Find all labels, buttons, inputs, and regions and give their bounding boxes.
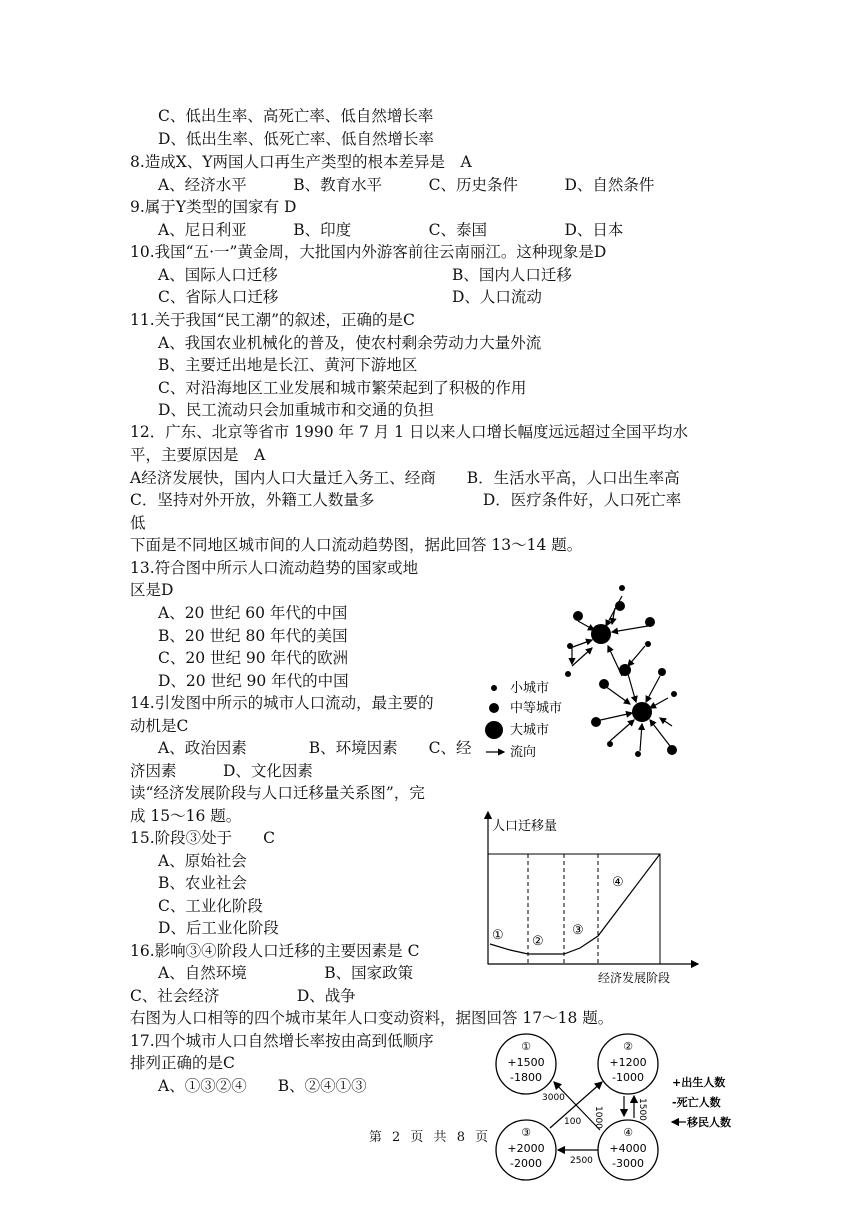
- q17-stem-cont: 排列正确的是C: [130, 1054, 235, 1072]
- legend-small-city: 小城市: [510, 681, 550, 696]
- q10-option-d: D、人口流动: [452, 288, 542, 306]
- q14-options: A、政治因素 B、环境因素 C、经: [158, 739, 472, 757]
- legend-flow: 流向: [510, 745, 537, 760]
- q15-stem: 15.阶段③处于 C: [130, 829, 276, 847]
- city-2-id: ②: [623, 1040, 633, 1053]
- legend-migrants: 移民人数: [687, 1116, 731, 1129]
- q10-option-c: C、省际人口迁移: [158, 288, 279, 306]
- q13-stem: 13.符合图中所示人口流动趋势的国家或地: [130, 559, 419, 577]
- legend-deaths: -死亡人数: [672, 1096, 721, 1109]
- q7-option-d: D、低出生率、低死亡率、低自然增长率: [158, 130, 434, 148]
- q13-option-c: C、20 世纪 90 年代的欧洲: [158, 649, 349, 667]
- stage-4-label: ④: [612, 875, 624, 890]
- q13-option-b: B、20 世纪 80 年代的美国: [158, 627, 348, 645]
- q10-option-a: A、国际人口迁移: [158, 266, 278, 284]
- city-1-births: +1500: [507, 1056, 545, 1069]
- q15-option-c: C、工业化阶段: [158, 897, 263, 915]
- flow-2500: 2500: [570, 1156, 593, 1166]
- flow-1000: 1000: [593, 1106, 603, 1129]
- q15-option-a: A、原始社会: [158, 852, 247, 870]
- q17-stem: 17.四个城市人口自然增长率按由高到低顺序: [130, 1032, 434, 1050]
- q9-stem: 9.属于Y类型的国家有 D: [130, 198, 297, 216]
- city-3-id: ③: [521, 1126, 531, 1139]
- intro-15-16-cont: 成 15～16 题。: [130, 807, 242, 825]
- flow-legend: [485, 681, 562, 760]
- q12-stem: 12．广东、北京等省市 1990 年 7 月 1 日以来人口增长幅度远远超过全国平均水: [130, 423, 688, 441]
- city-3-births: +2000: [507, 1142, 545, 1155]
- intro-17-18: 右图为人口相等的四个城市某年人口变动资料，据图回答 17～18 题。: [130, 1009, 614, 1027]
- q16-options-ab: A、自然环境 B、国家政策: [158, 964, 414, 982]
- city-1-id: ①: [521, 1040, 531, 1053]
- flow-3000: 3000: [542, 1093, 565, 1103]
- q12-options-cont: 低: [130, 514, 146, 532]
- q15-option-b: B、农业社会: [158, 874, 247, 892]
- chart-ylabel: 人口迁移量: [492, 819, 558, 834]
- q7-option-c: C、低出生率、高死亡率、低自然增长率: [158, 107, 434, 125]
- city-3-deaths: -2000: [510, 1157, 542, 1170]
- city-1-deaths: -1800: [510, 1071, 542, 1084]
- city-4-births: +4000: [609, 1142, 647, 1155]
- q17-options: A、①③②④ B、②④①③: [158, 1077, 367, 1095]
- stage-3-label: ③: [572, 923, 584, 938]
- city-4-deaths: -3000: [612, 1157, 644, 1170]
- intro-13-14: 下面是不同地区城市间的人口流动趋势图，据此回答 13～14 题。: [130, 536, 583, 554]
- legend-medium-city: 中等城市: [510, 701, 563, 716]
- q11-stem: 11.关于我国“民工潮”的叙述，正确的是C: [130, 311, 415, 329]
- page-footer: 第 2 页 共 8 页: [368, 1130, 492, 1145]
- stage-2-label: ②: [532, 934, 544, 949]
- intro-15-16: 读“经济发展阶段与人口迁移量关系图”，完: [130, 784, 425, 802]
- q13-option-d: D、20 世纪 90 年代的中国: [158, 672, 349, 690]
- q9-options: A、尼日利亚 B、印度 C、泰国 D、日本: [158, 221, 624, 239]
- q11-option-b: B、主要迁出地是长江、黄河下游地区: [158, 356, 418, 374]
- city-population-diagram: [490, 1030, 740, 1182]
- q11-option-d: D、民工流动只会加重城市和交通的负担: [158, 401, 434, 419]
- city-4-id: ④: [623, 1126, 633, 1139]
- q11-option-c: C、对沿海地区工业发展和城市繁荣起到了积极的作用: [158, 379, 527, 397]
- stage-1-label: ①: [492, 928, 504, 943]
- q13-option-a: A、20 世纪 60 年代的中国: [158, 604, 348, 622]
- q8-stem: 8.造成X、Y两国人口再生产类型的根本差异是 A: [130, 153, 472, 171]
- q16-options-cd: C、社会经济 D、战争: [130, 987, 356, 1005]
- q11-option-a: A、我国农业机械化的普及，使农村剩余劳动力大量外流: [158, 334, 542, 352]
- migration-stage-chart: [480, 806, 710, 986]
- legend-births: +出生人数: [672, 1076, 726, 1089]
- city-2-births: +1200: [609, 1056, 647, 1069]
- chart-xlabel: 经济发展阶段: [598, 971, 671, 985]
- city-flow-diagram: [480, 566, 700, 776]
- q12-options-cd: C．坚持对外开放，外籍工人数量多 D．医疗条件好，人口死亡率: [130, 491, 682, 509]
- q13-stem-cont: 区是D: [130, 581, 174, 599]
- q14-options-cont: 济因素 D、文化因素: [130, 762, 313, 780]
- q15-option-d: D、后工业化阶段: [158, 919, 279, 937]
- q14-stem-cont: 动机是C: [130, 717, 189, 735]
- legend-large-city: 大城市: [510, 723, 550, 738]
- q16-stem: 16.影响③④阶段人口迁移的主要因素是 C: [130, 942, 420, 960]
- q12-options-ab: A经济发展快，国内人口大量迁入务工、经商 B．生活水平高，人口出生率高: [130, 469, 680, 487]
- city-2-deaths: -1000: [612, 1071, 644, 1084]
- q10-option-b: B、国内人口迁移: [452, 266, 572, 284]
- flow-100: 100: [564, 1117, 582, 1127]
- q14-stem: 14.引发图中所示的城市人口流动，最主要的: [130, 694, 434, 712]
- q12-stem-cont: 平，主要原因是 A: [130, 446, 266, 464]
- q8-options: A、经济水平 B、教育水平 C、历史条件 D、自然条件: [158, 176, 655, 194]
- q10-stem: 10.我国“五·一”黄金周，大批国内外游客前往云南丽江。这种现象是D: [130, 243, 607, 261]
- flow-1500: 1500: [637, 1098, 647, 1121]
